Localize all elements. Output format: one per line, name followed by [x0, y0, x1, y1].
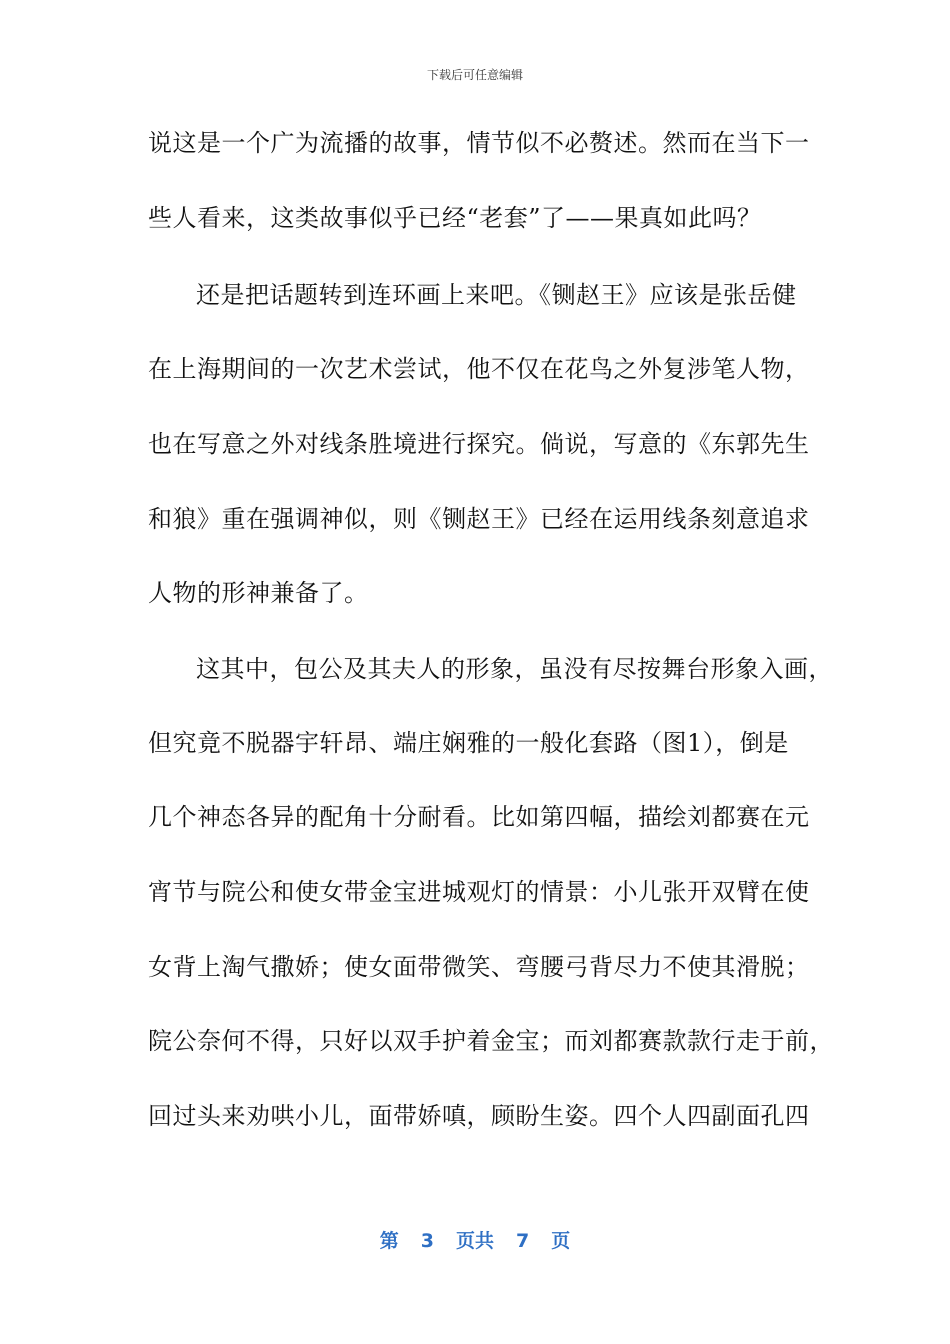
footer-suffix: 页: [551, 1230, 571, 1252]
text-line: 几个神态各异的配角十分耐看。比如第四幅，描绘刘都赛在元: [148, 803, 810, 831]
text-line: 也在写意之外对线条胜境进行探究。倘说，写意的《东郭先生: [148, 430, 810, 458]
text-line: 在上海期间的一次艺术尝试，他不仅在花鸟之外复涉笔人物，: [148, 355, 810, 383]
text-line: 些人看来，这类故事似乎已经“老套”了——果真如此吗？: [148, 204, 762, 232]
text-line: 人物的形神兼备了。: [148, 579, 369, 607]
text-line: 这其中，包公及其夫人的形象，虽没有尽按舞台形象入画，: [196, 655, 833, 683]
footer-prefix: 第: [379, 1230, 399, 1252]
page-header: 下载后可任意编辑: [426, 68, 523, 82]
footer-middle: 页共: [455, 1230, 494, 1252]
text-line: 还是把话题转到连环画上来吧。《铡赵王》应该是张岳健: [196, 281, 797, 309]
text-line: 回过头来劝哄小儿，面带娇嗔，顾盼生姿。四个人四副面孔四: [148, 1102, 810, 1130]
text-line: 但究竟不脱器宇轩昂、端庄娴雅的一般化套路（图1），倒是: [148, 729, 789, 757]
page-footer: [0, 1226, 950, 1253]
text-line: 女背上淘气撒娇；使女面带微笑、弯腰弓背尽力不使其滑脱；: [148, 953, 810, 981]
text-line: 和狼》重在强调神似，则《铡赵王》已经在运用线条刻意追求: [148, 505, 810, 533]
text-line: 宵节与院公和使女带金宝进城观灯的情景：小儿张开双臂在使: [148, 878, 810, 906]
text-line: 院公奈何不得，只好以双手护着金宝；而刘都赛款款行走于前，: [148, 1027, 834, 1055]
total-pages-number: 7: [516, 1230, 530, 1252]
text-line: 说这是一个广为流播的故事，情节似不必赘述。然而在当下一: [148, 129, 810, 157]
current-page-number: 3: [420, 1230, 434, 1252]
